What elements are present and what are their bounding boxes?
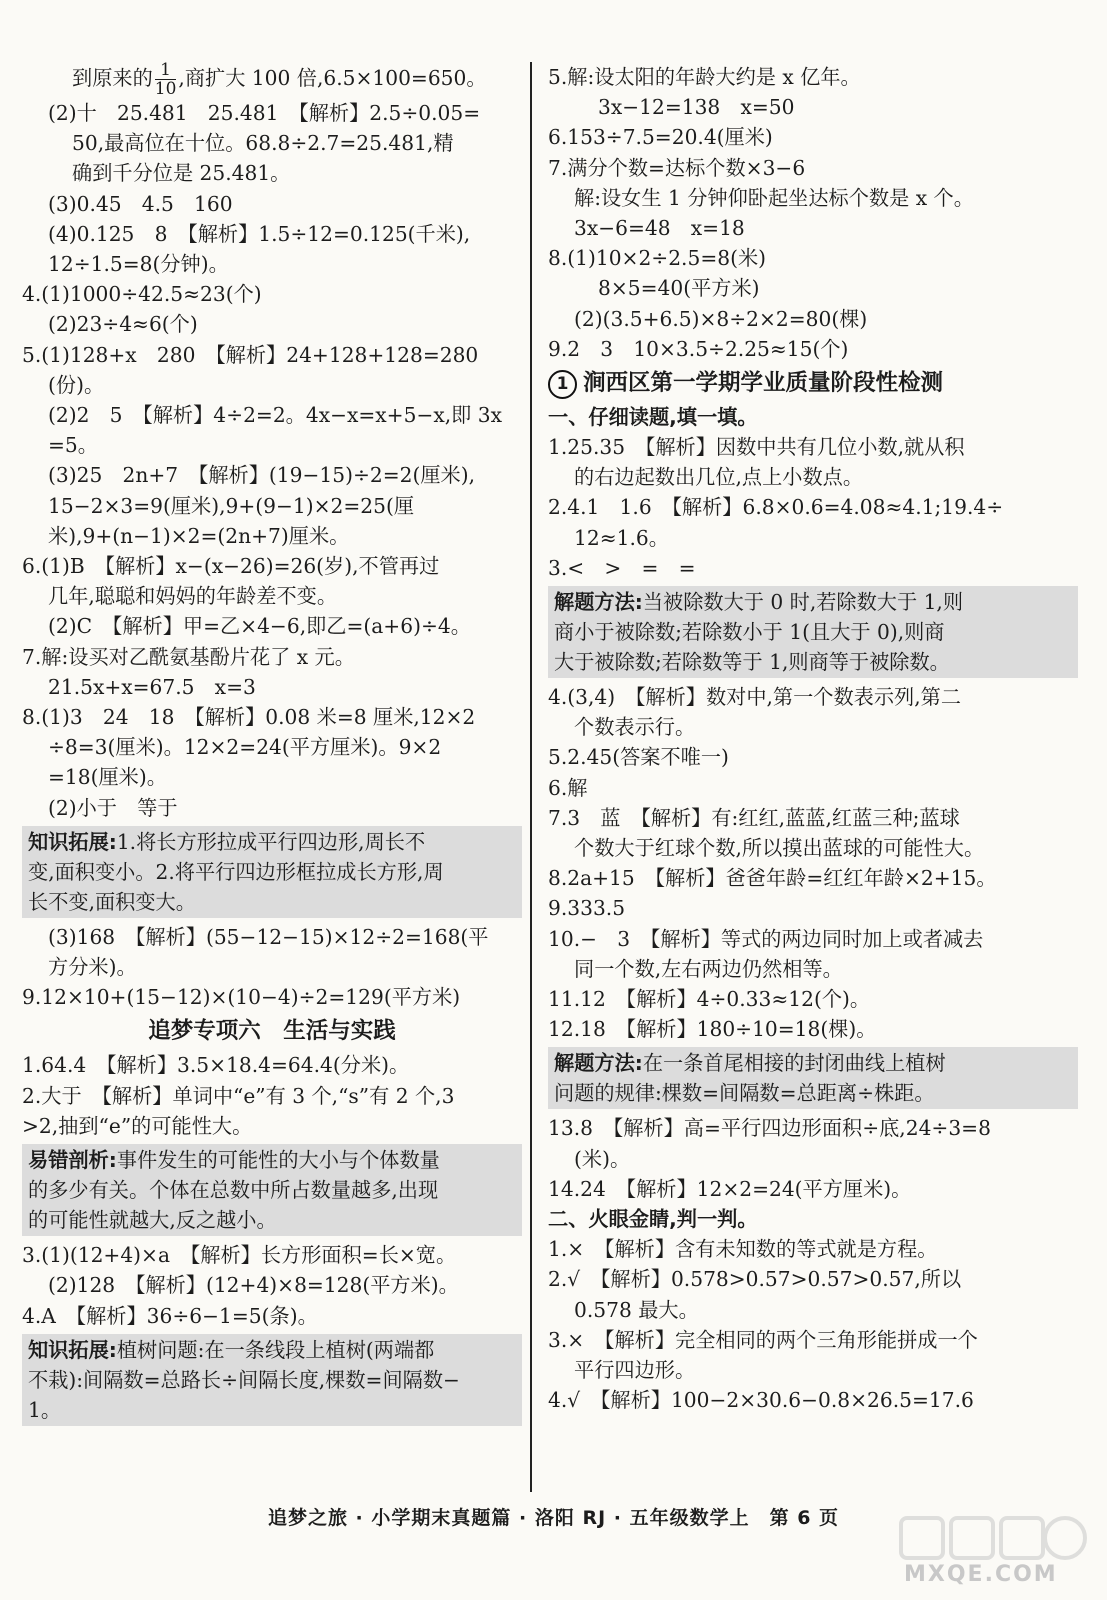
box-line: 不栽):间隔数=总路长÷间隔长度,棵数=间隔数− — [28, 1367, 460, 1392]
answer-line: 7.满分个数=达标个数×3−6 — [548, 155, 806, 180]
box-line — [554, 1048, 1072, 1078]
box-text: 当被除数大于 0 时,若除数大于 1,则 — [642, 590, 964, 615]
box-text: 事件发生的可能性的大小与个体数量 — [116, 1148, 440, 1173]
answer-line: 0.578 最大。 — [574, 1297, 699, 1322]
box-line — [28, 1335, 516, 1365]
fraction — [155, 61, 177, 98]
answer-line: 7.3 蓝 【解析】有:红红,蓝蓝,红蓝三种;蓝球 — [548, 805, 960, 830]
page-footer: 追梦之旅 · 小学期末真题篇 · 洛阳 RJ · 五年级数学上 第 6 页 — [267, 1507, 840, 1529]
answer-line: 确到千分位是 25.481。 — [72, 161, 291, 186]
box-text: 1.将长方形拉成平行四边形,周长不 — [116, 829, 426, 854]
answer-line: 1.64.4 【解析】3.5×18.4=64.4(分米)。 — [22, 1053, 410, 1078]
answer-line: 12÷1.5=8(分钟)。 — [48, 252, 229, 277]
answer-line: 解:设女生 1 分钟仰卧起坐达标个数是 x 个。 — [574, 185, 974, 210]
answer-line: 6.(1)B 【解析】x−(x−26)=26(岁),不管再过 — [22, 554, 440, 579]
answer-line: 3x−12=138 x=50 — [598, 95, 795, 120]
method-box — [548, 586, 1078, 678]
answer-line: 1.× 【解析】含有未知数的等式就是方程。 — [548, 1237, 938, 1262]
box-line: 的可能性就越大,反之越小。 — [28, 1208, 277, 1233]
answer-line: 几年,聪聪和妈妈的年龄差不变。 — [48, 584, 338, 609]
right-column — [548, 62, 1078, 1415]
answer-line: 米),9+(n−1)×2=(2n+7)厘米。 — [48, 523, 350, 548]
answer-line: (3)25 2n+7 【解析】(19−15)÷2=2(厘米), — [48, 463, 476, 488]
answer-line: 6.153÷7.5=20.4(厘米) — [548, 125, 773, 150]
answer-line: 5.解:设太阳的年龄大约是 x 亿年。 — [548, 65, 861, 89]
answer-line: (2)小于 等于 — [48, 795, 178, 820]
answer-line: 10.− 3 【解析】等式的两边同时加上或者减去 — [548, 926, 984, 951]
answer-line: 8.(1)3 24 18 【解析】0.08 米=8 厘米,12×2 — [22, 705, 476, 730]
answer-line: 12≈1.6。 — [574, 525, 669, 550]
box-line: 变,面积变小。2.将平行四边形框拉成长方形,周 — [28, 859, 444, 884]
box-label: 易错剖析: — [28, 1148, 117, 1173]
exam-title-text: 涧西区第一学期学业质量阶段性检测 — [583, 370, 944, 397]
fraction-denominator: 10 — [154, 79, 177, 99]
answer-line: 平行四边形。 — [574, 1357, 696, 1382]
column-divider — [530, 62, 532, 1492]
answer-line: 7.解:设买对乙酰氨基酚片花了 x 元。 — [22, 644, 355, 669]
answer-line: 4.A 【解析】36÷6−1=5(条)。 — [22, 1303, 318, 1328]
answer-line: (2)十 25.481 25.481 【解析】2.5÷0.05= — [48, 101, 481, 125]
answer-line: =5。 — [48, 433, 98, 458]
answer-line: 4.(3,4) 【解析】数对中,第一个数表示列,第二 — [548, 685, 962, 710]
section-heading: 二、火眼金睛,判一判。 — [548, 1207, 758, 1232]
answer-line: 的右边起数出几位,点上小数点。 — [574, 465, 864, 490]
box-line: 的多少有关。个体在总数中所占数量越多,出现 — [28, 1178, 439, 1203]
answer-line: 3x−6=48 x=18 — [574, 216, 745, 241]
answer-line: 8×5=40(平方米) — [598, 276, 760, 301]
box-line — [554, 587, 1072, 617]
answer-line: 3.< > = = — [548, 555, 696, 580]
answer-line: 8.2a+15 【解析】爸爸年龄=红红年龄×2+15。 — [548, 866, 997, 891]
section-title: 追梦专项六 生活与实践 — [148, 1018, 396, 1045]
answer-line: 9.2 3 10×3.5÷2.25≈15(个) — [548, 336, 849, 361]
fraction-numerator: 1 — [155, 61, 177, 80]
answer-line: 8.(1)10×2÷2.5=8(米) — [548, 246, 767, 271]
answer-line: =18(厘米)。 — [48, 765, 167, 790]
left-column — [22, 62, 522, 1430]
answer-line — [22, 58, 522, 98]
box-label: 解题方法: — [554, 1051, 643, 1076]
answer-line: 5.(1)128+x 280 【解析】24+128+128=280 — [22, 342, 479, 367]
answer-line: (3)0.45 4.5 160 — [48, 191, 233, 216]
box-line: 问题的规律:棵数=间隔数=总距离÷株距。 — [554, 1081, 935, 1106]
answer-line: (2)128 【解析】(12+4)×8=128(平方米)。 — [48, 1273, 459, 1298]
answer-line: 1.25.35 【解析】因数中共有几位小数,就从积 — [548, 435, 965, 460]
section-heading: 一、仔细读题,填一填。 — [548, 405, 758, 430]
box-text: 植树问题:在一条线段上植树(两端都 — [116, 1337, 435, 1362]
answer-line: 个数大于红球个数,所以摸出蓝球的可能性大。 — [574, 836, 985, 861]
answer-line: 21.5x+x=67.5 x=3 — [48, 674, 256, 699]
answer-line: 14.24 【解析】12×2=24(平方厘米)。 — [548, 1176, 912, 1201]
box-line — [28, 827, 516, 857]
answer-line: 同一个数,左右两边仍然相等。 — [574, 956, 843, 981]
answer-line: 6.解 — [548, 775, 588, 800]
knowledge-box — [22, 826, 522, 918]
answer-line: 12.18 【解析】180÷10=18(棵)。 — [548, 1017, 877, 1042]
answer-line: 3.× 【解析】完全相同的两个三角形能拼成一个 — [548, 1327, 978, 1352]
answer-line: (2)23÷4≈6(个) — [48, 312, 198, 337]
answer-line: (2)2 5 【解析】4÷2=2。4x−x=x+5−x,即 3x — [48, 403, 502, 428]
answer-line: (米)。 — [574, 1146, 631, 1171]
answer-line: 11.12 【解析】4÷0.33≈12(个)。 — [548, 987, 871, 1012]
answer-line: 13.8 【解析】高=平行四边形面积÷底,24÷3=8 — [548, 1116, 991, 1141]
box-line — [28, 1145, 516, 1175]
box-line: 1。 — [28, 1397, 62, 1422]
answer-line: 2.大于 【解析】单词中“e”有 3 个,“s”有 2 个,3 — [22, 1083, 455, 1108]
box-line: 商小于被除数;若除数小于 1(且大于 0),则商 — [554, 620, 945, 645]
box-line: 长不变,面积变大。 — [28, 889, 196, 914]
answer-line: 5.2.45(答案不唯一) — [548, 745, 729, 770]
line-text: 到原来的 — [72, 66, 153, 90]
exam-number-badge: 1 — [548, 370, 577, 399]
exam-title — [548, 364, 1078, 402]
method-box — [548, 1047, 1078, 1109]
answer-line: (3)168 【解析】(55−12−15)×12÷2=168(平 — [48, 924, 489, 949]
answer-line: 2.√ 【解析】0.578>0.57>0.57>0.57,所以 — [548, 1267, 962, 1292]
answer-line: >2,抽到“e”的可能性大。 — [22, 1113, 253, 1138]
box-text: 在一条首尾相接的封闭曲线上植树 — [642, 1051, 946, 1076]
answer-line: (2)(3.5+6.5)×8÷2×2=80(棵) — [574, 306, 868, 331]
answer-line: ÷8=3(厘米)。12×2=24(平方厘米)。9×2 — [48, 735, 442, 760]
answer-line: (2)C 【解析】甲=乙×4−6,即乙=(a+6)÷4。 — [48, 614, 471, 639]
answer-line: (4)0.125 8 【解析】1.5÷12=0.125(千米), — [48, 221, 471, 246]
answer-line: 4.(1)1000÷42.5≈23(个) — [22, 282, 262, 307]
answer-line: 3.(1)(12+4)×a 【解析】长方形面积=长×宽。 — [22, 1243, 457, 1268]
box-label: 知识拓展: — [28, 1337, 117, 1362]
line-text: ,商扩大 100 倍,6.5×100=650。 — [178, 66, 487, 90]
answer-line: 个数表示行。 — [574, 715, 696, 740]
knowledge-box — [22, 1334, 522, 1426]
answer-line: 9.12×10+(15−12)×(10−4)÷2=129(平方米) — [22, 985, 461, 1010]
answer-line: (份)。 — [48, 372, 105, 397]
answer-line: 4.√ 【解析】100−2×30.6−0.8×26.5=17.6 — [548, 1388, 974, 1413]
error-analysis-box — [22, 1144, 522, 1236]
answer-line: 2.4.1 1.6 【解析】6.8×0.6=4.08≈4.1;19.4÷ — [548, 495, 1004, 520]
answer-line: 方分米)。 — [48, 955, 137, 980]
box-line: 大于被除数;若除数等于 1,则商等于被除数。 — [554, 650, 950, 675]
answer-line: 50,最高位在十位。68.8÷2.7=25.481,精 — [72, 131, 454, 156]
answer-line: 15−2×3=9(厘米),9+(9−1)×2=25(厘 — [48, 493, 415, 518]
box-label: 知识拓展: — [28, 829, 117, 854]
watermark-text: MXQE.COM — [904, 1562, 1058, 1587]
box-label: 解题方法: — [554, 590, 643, 615]
answer-line: 9.333.5 — [548, 896, 626, 921]
